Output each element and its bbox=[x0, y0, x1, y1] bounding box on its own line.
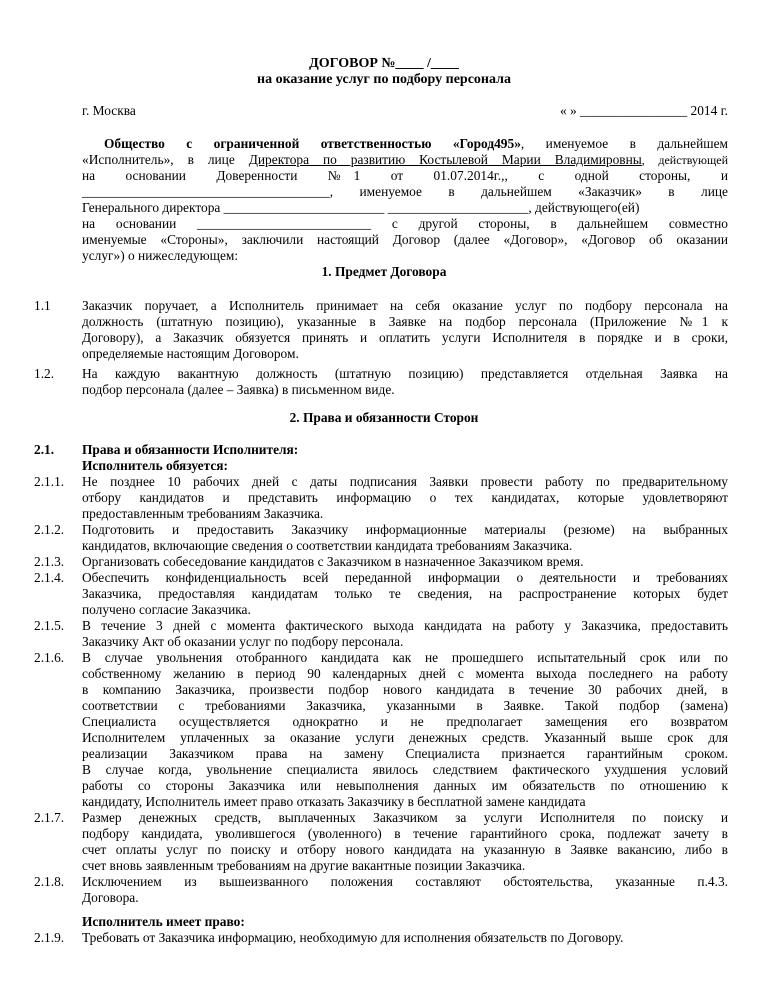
preamble-line-3: на основании Доверенности №1 от 01.07.2014г.,, с одной стороны, и bbox=[82, 168, 728, 183]
preamble-line-1: Общество с ограниченной ответственностью «Город495», именуемое в дальнейшем bbox=[104, 136, 728, 151]
clause-number: 2.1.6. bbox=[34, 650, 65, 665]
clause-line: Исключением из вышеизванного положения составляют обстоятельства, указанные п.4.3. bbox=[82, 874, 728, 889]
preamble-line-2: «Исполнитель», в лице Директора по развитию Костылевой Марии Владимировны, действующей bbox=[82, 152, 728, 167]
clause-line: Организовать собеседование кандидатов с Заказчиком в назначенное Заказчиком время. bbox=[82, 554, 584, 569]
clause-line: счет вновь заявленным требованиям на другие вакантные позиции Заказчика. bbox=[82, 858, 526, 873]
clause-line: получено согласие Заказчика. bbox=[82, 602, 251, 617]
clause-line: реализации Заказчиком права на замену Специалиста признается гарантийным сроком. bbox=[82, 746, 728, 761]
clause-line: собственному желанию в период 90 календарных дней с момента выхода последнего на работу bbox=[82, 666, 728, 681]
preamble-line-7: именуемые «Стороны», заключили настоящий Договор (далее «Договор», «Договор об оказании bbox=[82, 232, 728, 247]
clause-line: Требовать от Заказчика информацию, необходимую для исполнения обязательств по Договору. bbox=[82, 930, 624, 945]
clause-line: В течение 3 дней с момента фактического выхода кандидата на работу у Заказчика, предоставить bbox=[82, 618, 728, 633]
clause-line: отбору кандидатов и представить информацию о тех кандидатах, которые удовлетворяют bbox=[82, 490, 728, 505]
clause-line: Специалиста осуществляется однократно и не предполагает замещения его возвратом bbox=[82, 714, 728, 729]
rights-heading: Исполнитель имеет право: bbox=[82, 914, 245, 929]
preamble-line-6: на основании __________________________ с другой стороны, в дальнейшем совместно bbox=[82, 216, 728, 231]
clause-line: подбору кандидата, уволившегося (уволенного) в течение гарантийного срока, подлежат зачету в bbox=[82, 826, 728, 841]
clause-line: Подготовить и предоставить Заказчику информационные материалы (резюме) на выбранных bbox=[82, 522, 728, 537]
clause-2-1-title: Права и обязанности Исполнителя: bbox=[82, 442, 299, 457]
clause-line: определяемые настоящим Договором. bbox=[82, 346, 299, 361]
clause-line: кандидату, Исполнитель имеет право отказать Заказчику в бесплатной замене кандидата bbox=[82, 794, 586, 809]
clause-line: соответствии с требованиями Заказчика, указанными в Заявке. Такой подбор (замена) bbox=[82, 698, 728, 713]
clause-line: счет оплаты услуг по поиску и отбору нового кандидата на указанную в Заявке вакансию, либо в bbox=[82, 842, 728, 857]
clause-line: Договору), а Заказчик обязуется принять и оплатить услуги Исполнителя в порядке и в сроки, bbox=[82, 330, 728, 345]
city: г. Москва bbox=[82, 103, 136, 118]
clause-line: Обеспечить конфиденциальность всей переданной информации о деятельности и требованиях bbox=[82, 570, 728, 585]
contract-date: « » ________________ 2014 г. bbox=[559, 103, 728, 118]
clause-number: 2.1.8. bbox=[34, 874, 65, 889]
clause-number: 1.2. bbox=[34, 366, 55, 381]
contract-title: ДОГОВОР №____ /____ bbox=[309, 56, 459, 71]
clause-line: должность (штатную позицию), указанные в Заявке на подбор персонала (Приложение №1 к bbox=[82, 314, 728, 329]
clause-number: 2.1.7. bbox=[34, 810, 65, 825]
clause-line: предоставленным требованиям Заказчика. bbox=[82, 506, 324, 521]
clause-number: 2.1.2. bbox=[34, 522, 65, 537]
clause-number: 2.1.1. bbox=[34, 474, 65, 489]
section-1-title: 1. Предмет Договора bbox=[321, 264, 447, 279]
section-2-title: 2. Права и обязанности Сторон bbox=[289, 410, 479, 425]
clause-line: На каждую вакантную должность (штатную позицию) представляется отдельная Заявка на bbox=[82, 366, 728, 381]
obliged-heading: Исполнитель обязуется: bbox=[82, 458, 229, 473]
representative: Директора по развитию Костылевой Марии Владимировны bbox=[248, 152, 642, 167]
preamble-line-4: _____________________________________, именуемое в дальнейшем «Заказчик» в лице bbox=[82, 184, 728, 199]
preamble-line-5: Генерального директора ________________________ _____________________, действующего(ей) bbox=[82, 200, 640, 215]
clause-line: Заказчика, предоставляя кандидатам только те сведения, на распространение которых будет bbox=[82, 586, 728, 601]
company-name: Общество с ограниченной ответственностью «Город495» bbox=[104, 136, 521, 151]
clause-line: В случае когда, увольнение специалиста явилось следствием фактического ухудшения условий bbox=[82, 762, 728, 777]
clause-line: Не позднее 10 рабочих дней с даты подписания Заявки провести работу по предварительному bbox=[82, 474, 728, 489]
clause-line: работы со стороны Заказчика или невыполнения данных им обязательств по отношению к bbox=[82, 778, 728, 793]
clause-2-1-number: 2.1. bbox=[34, 442, 55, 457]
clause-line: Размер денежных средств, выплаченных Заказчиком за услуги Исполнителя по поиску и bbox=[82, 810, 728, 825]
clause-number: 2.1.5. bbox=[34, 618, 65, 633]
clause-number: 1.1 bbox=[34, 298, 51, 313]
clause-number: 2.1.9. bbox=[34, 930, 65, 945]
preamble-line-8: услуг») о нижеследующем: bbox=[82, 248, 239, 263]
clause-number: 2.1.3. bbox=[34, 554, 65, 569]
clause-line: Исполнителем уплаченных за оказание услуги денежных средств. Указанный выше срок для bbox=[82, 730, 728, 745]
clause-line: Заказчик поручает, а Исполнитель принимает на себя оказание услуг по подбору персонала на bbox=[82, 298, 728, 313]
clause-line: подбор персонала (далее – Заявка) в письменном виде. bbox=[82, 382, 395, 397]
clause-line: кандидатов, включающие сведения о соответствии кандидата требованиям Заказчика. bbox=[82, 538, 573, 553]
clause-line: в компанию Заказчика, произвести подбор нового кандидата в течение 30 рабочих дней, в bbox=[82, 682, 728, 697]
clause-line: Заказчику Акт об оказании услуг по подбору персонала. bbox=[82, 634, 404, 649]
contract-subtitle: на оказание услуг по подбору персонала bbox=[257, 72, 511, 87]
clause-number: 2.1.4. bbox=[34, 570, 65, 585]
clause-line: Договора. bbox=[82, 890, 139, 905]
clause-line: В случае увольнения отобранного кандидата как не прошедшего испытательный срок или по bbox=[82, 650, 728, 665]
